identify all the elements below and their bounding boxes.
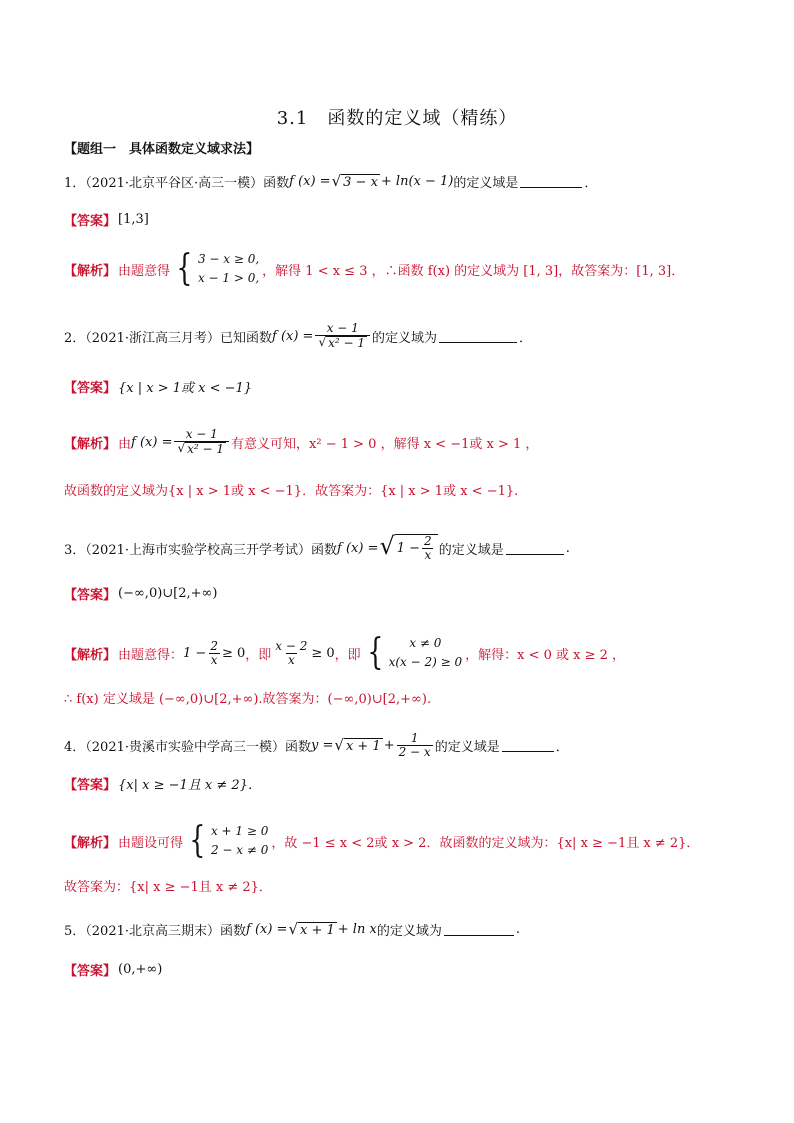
answer-1-value: [1,3] [118,212,149,227]
q1-system: { 3 − x ≥ 0, x − 1 > 0, [176,248,260,290]
analysis-3-cont: ∴ f(x) 定义域是 (−∞,0)∪[2,+∞).故答案为：(−∞,0)∪[2,+∞). [64,692,432,707]
q2-fraction: x − 1 √ x² − 1 [315,322,370,350]
q4-system: { x + 1 ≥ 0 2 − x ≠ 0 [189,820,269,862]
q1-sqrt: √ 3 − x [331,171,378,190]
analysis-1: 【解析】 由题意得 { 3 − x ≥ 0, x − 1 > 0, ，解得 1 < x ≤ 3 ，∴函数 f(x) 的定义域为 [1, 3]，故答案为：[1, 3]． [64,248,685,290]
question-5: 5．（2021·北京高三期末）函数 f (x) = √ x + 1 + ln x 的定义域为 . [64,919,520,939]
answer-2: 【答案】 {x | x > 1或 x < −1} [64,377,252,396]
q1-prefix: 1．（2021·北京平谷区·高三一模）函数 [64,176,290,191]
q5-answer-blank [444,923,514,936]
q1-suffix: 的定义域是 [453,176,519,191]
q3-answer-blank [506,542,564,555]
answer-5: 【答案】 (0,+∞) [64,962,163,979]
answer-2-value: {x | x > 1或 x < −1} [118,381,253,396]
answer-4: 【答案】 {x| x ≥ −1且 x ≠ 2}． [64,774,261,793]
analysis-4-cont: 故答案为：{x| x ≥ −1且 x ≠ 2}． [64,880,272,895]
question-3: 3．（2021·上海市实验学校高三开学考试）函数 f (x) = √ 1 − $\frac{2}{x}$ 的定义域是 . [64,532,570,563]
analysis-2-cont: 故函数的定义域为{x | x > 1或 x < −1}．故答案为：{x | x > 1或 x < −1}. [64,484,519,499]
q1-fx: f (x) = [289,174,331,189]
analysis-3: 【解析】 由题意得： 1 − $\frac{2}{x}$ ≥ 0 ，即 $\frac{x - 2}{x}$ ≥ 0 ，即 { x ≠ 0 x(x − 2) ≥ 0 ，解得：x < 0 或 x ≥ 2 ， [64,632,626,674]
question-4: 4．（2021·贵溪市实验中学高三一模）函数 y = √ x + 1 + $\frac{1}{2 - x}$ 的定义域是 ． [64,731,569,760]
answer-5-value: (0,+∞) [118,962,163,977]
q4-answer-blank [502,739,554,752]
question-1: 1．（2021·北京平谷区·高三一模）函数 f (x) = √ 3 − x + ln(x − 1) 的定义域是 ． [64,171,598,191]
analysis-2: 【解析】 由 f (x) = x − 1 √ x² − 1 有意义可知，x² − 1 > 0 ，解得 x < −1或 x > 1 ， [64,427,539,457]
q3-sqrt: √ 1 − $\frac{2}{x}$ [379,534,437,562]
answer-1: 【答案】 [1,3] [64,212,149,229]
q3-system: { x ≠ 0 x(x − 2) ≥ 0 [367,632,463,674]
a2-fraction: x − 1 √ x² − 1 [174,428,229,456]
q2-answer-blank [439,330,517,343]
q1-tail: + ln(x − 1) [380,174,454,189]
answer-3: 【答案】 (−∞,0)∪[2,+∞) [64,586,218,603]
group-heading: 【题组一 具体函数定义域求法】 [64,142,260,157]
analysis-4: 【解析】 由题设可得 { x + 1 ≥ 0 2 − x ≠ 0 ，故 −1 ≤ x < 2或 x > 2．故函数的定义域为：{x| x ≥ −1且 x ≠ 2}． [64,820,700,862]
q1-answer-blank [520,175,582,188]
answer-3-value: (−∞,0)∪[2,+∞) [118,586,218,601]
answer-4-value: {x| x ≥ −1且 x ≠ 2}． [118,778,261,793]
page-title: 3.1 函数的定义域（精练） [276,108,518,129]
question-2: 2．（2021·浙江高三月考）已知函数 f (x) = x − 1 √ x² − 1 的定义域为 ． [64,321,533,351]
